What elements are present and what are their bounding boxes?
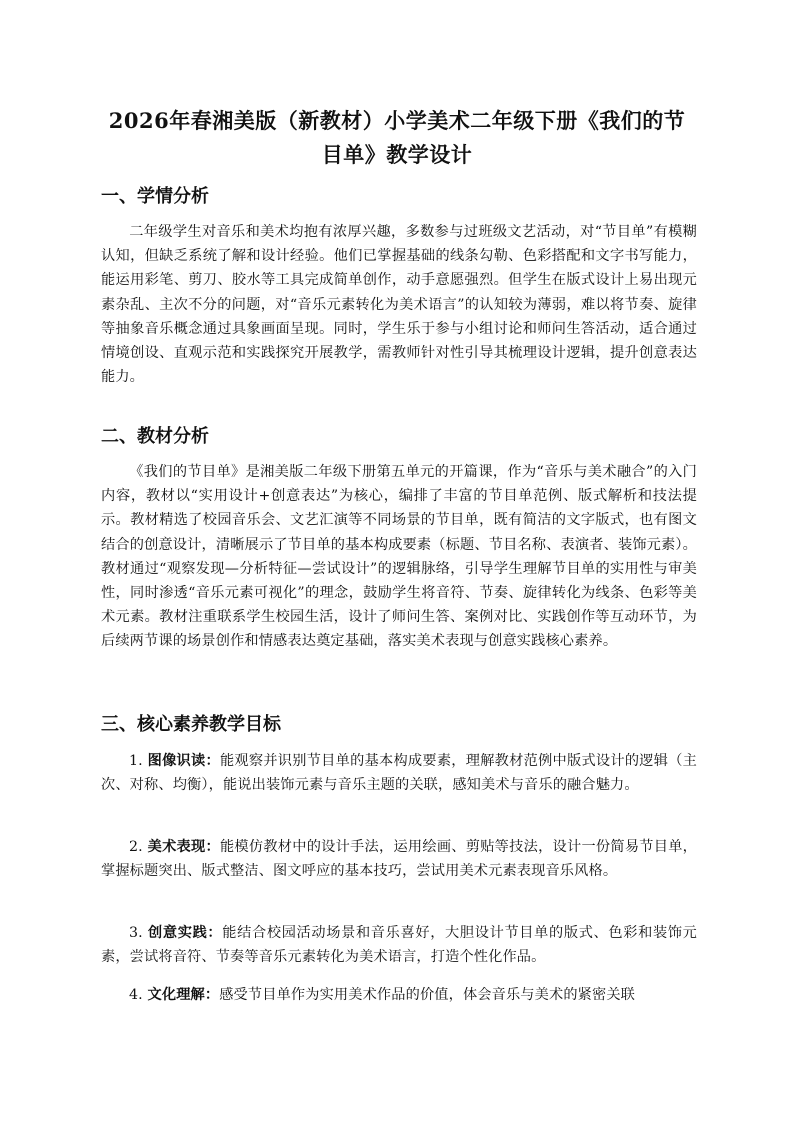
section-heading-learning-analysis: 一、学情分析 (101, 186, 209, 207)
goal-item: 3. 创意实践：能结合校园活动场景和音乐喜好，大胆设计节目单的版式、色彩和装饰元素，尝试将音符、节奏等音乐元素转化为美术语言，打造个性化作品。 (101, 925, 697, 966)
section-paragraph-learning-analysis: 二年级学生对音乐和美术均抱有浓厚兴趣，多数参与过班级文艺活动，对“节目单”有模糊认知，但缺乏系统了解和设计经验。他们已掌握基础的线条勾勒、色彩搭配和文字书写能力，能运用彩笔、剪刀、胶水等工具完成简单创作，动手意愿强烈。但学生在版式设计上易出现元素杂乱、主次不分的问题，对“音乐元素转化为美术语言”的认知较为薄弱，难以将节奏、旋律等抽象音乐概念通过具象画面呈现。同时，学生乐于参与小组讨论和师问生答活动，适合通过情境创设、直观示范和实践探究开展教学，需教师针对性引导其梳理设计逻辑，提升创意表达能力。 (101, 224, 697, 386)
section-paragraph-textbook-analysis: 《我们的节目单》是湘美版二年级下册第五单元的开篇课，作为“音乐与美术融合”的入门内容，教材以“实用设计+创意表达”为核心，编排了丰富的节目单范例、版式解析和技法提示。教材精选了校园音乐会、文艺汇演等不同场景的节目单，既有简洁的文字版式，也有图文结合的创意设计，清晰展示了节目单的基本构成要素（标题、节目名称、表演者、装饰元素）。教材通过“观察发现—分析特征—尝试设计”的逻辑脉络，引导学生理解节目单的实用性与审美性，同时渗透“音乐元素可视化”的理念，鼓励学生将音符、节奏、旋律转化为线条、色彩等美术元素。教材注重联系学生校园生活，设计了师问生答、案例对比、实践创作等互动环节，为后续两节课的场景创作和情感表达奠定基础，落实美术表现与创意实践核心素养。 (101, 464, 697, 650)
goal-item: 2. 美术表现：能模仿教材中的设计手法，运用绘画、剪贴等技法，设计一份简易节目单，掌握标题突出、版式整洁、图文呼应的基本技巧，尝试用美术元素表现音乐风格。 (101, 839, 698, 880)
goal-item: 4. 文化理解：感受节目单作为实用美术作品的价值，体会音乐与美术的紧密关联 (129, 987, 636, 1003)
section-heading-core-goals: 三、核心素养教学目标 (101, 714, 281, 735)
document-title: 2026年春湘美版（新教材）小学美术二年级下册《我们的节目单》教学设计 (108, 108, 686, 167)
goal-item: 1. 图像识读：能观察并识别节目单的基本构成要素，理解教材范例中版式设计的逻辑（主次、对称、均衡），能说出装饰元素与音乐主题的关联，感知美术与音乐的融合魅力。 (101, 753, 698, 794)
section-heading-textbook-analysis: 二、教材分析 (101, 426, 209, 447)
